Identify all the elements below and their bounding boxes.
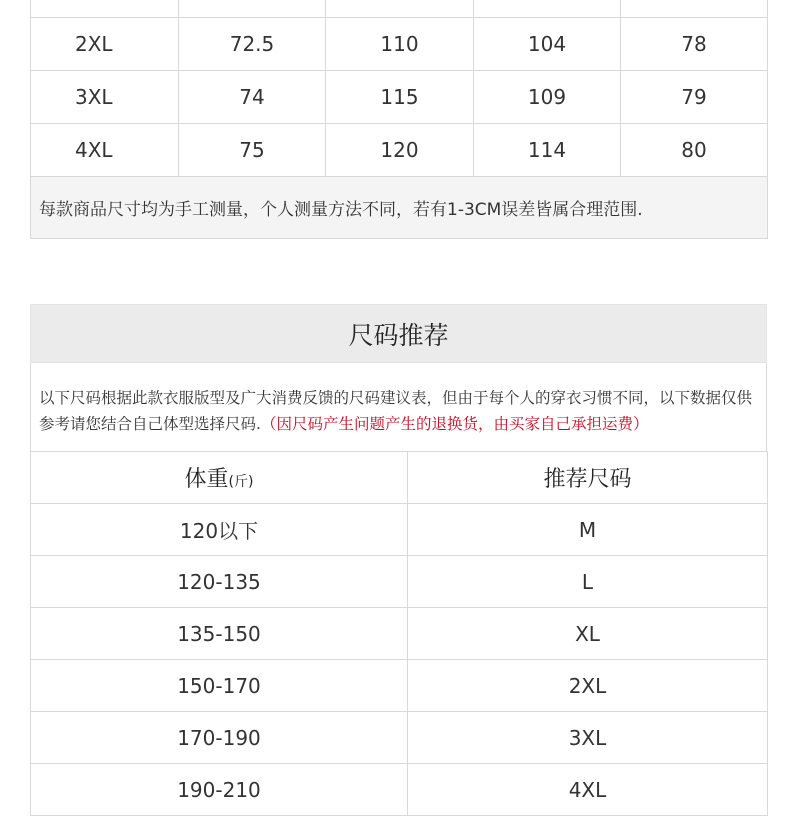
- header-weight-label: 体重: [184, 467, 229, 492]
- table-row: [31, 0, 768, 18]
- table-cell: 79: [621, 71, 768, 124]
- size-cell: 3XL: [408, 712, 768, 764]
- return-warning: （因尺码产生问题产生的退换货，由买家自己承担运费）: [260, 415, 649, 433]
- size-cell: M: [408, 504, 768, 556]
- size-label: 4XL: [31, 124, 179, 177]
- table-row: [31, 660, 768, 712]
- table-row: [31, 124, 768, 177]
- table-cell: 115: [326, 71, 474, 124]
- table-row: [31, 18, 768, 71]
- size-chart-table: [30, 0, 768, 239]
- table-cell: 78: [621, 18, 768, 71]
- size-cell: XL: [408, 608, 768, 660]
- table-cell: 80: [621, 124, 768, 177]
- size-cell: 4XL: [408, 764, 768, 816]
- weight-cell: 190-210: [31, 764, 408, 816]
- section-title: 尺码推荐: [30, 304, 767, 363]
- weight-cell: 120以下: [31, 504, 408, 556]
- weight-cell: 120-135: [31, 556, 408, 608]
- table-cell: 72.5: [179, 18, 326, 71]
- table-cell: 104: [474, 18, 621, 71]
- table-row: [31, 177, 768, 239]
- table-row: [31, 712, 768, 764]
- measurement-note: 每款商品尺寸均为手工测量，个人测量方法不同，若有1-3CM误差皆属合理范围.: [31, 177, 768, 239]
- table-row: [31, 504, 768, 556]
- table-row: [31, 608, 768, 660]
- size-label: 3XL: [31, 71, 179, 124]
- table-cell: 75: [179, 124, 326, 177]
- table-cell: 120: [326, 124, 474, 177]
- header-size: 推荐尺码: [408, 452, 768, 504]
- recommend-intro: [30, 363, 767, 451]
- weight-cell: 150-170: [31, 660, 408, 712]
- table-cell: 74: [179, 71, 326, 124]
- weight-cell: 135-150: [31, 608, 408, 660]
- size-cell: L: [408, 556, 768, 608]
- table-row: [31, 71, 768, 124]
- table-row: [31, 764, 768, 816]
- size-label: 2XL: [31, 18, 179, 71]
- intro-text: 以下尺码根据此款衣服版型及广大消费反馈的尺码建议表，但由于每个人的穿衣习惯不同，以下数据仅供参考请您结合自己体型选择尺码.: [39, 389, 753, 433]
- size-recommend-table: [30, 451, 768, 816]
- table-row: [31, 556, 768, 608]
- header-weight: [31, 452, 408, 504]
- table-header-row: [31, 452, 768, 504]
- table-cell: 109: [474, 71, 621, 124]
- table-cell: 114: [474, 124, 621, 177]
- header-weight-unit: (斤): [228, 474, 254, 490]
- size-cell: 2XL: [408, 660, 768, 712]
- weight-cell: 170-190: [31, 712, 408, 764]
- table-cell: 110: [326, 18, 474, 71]
